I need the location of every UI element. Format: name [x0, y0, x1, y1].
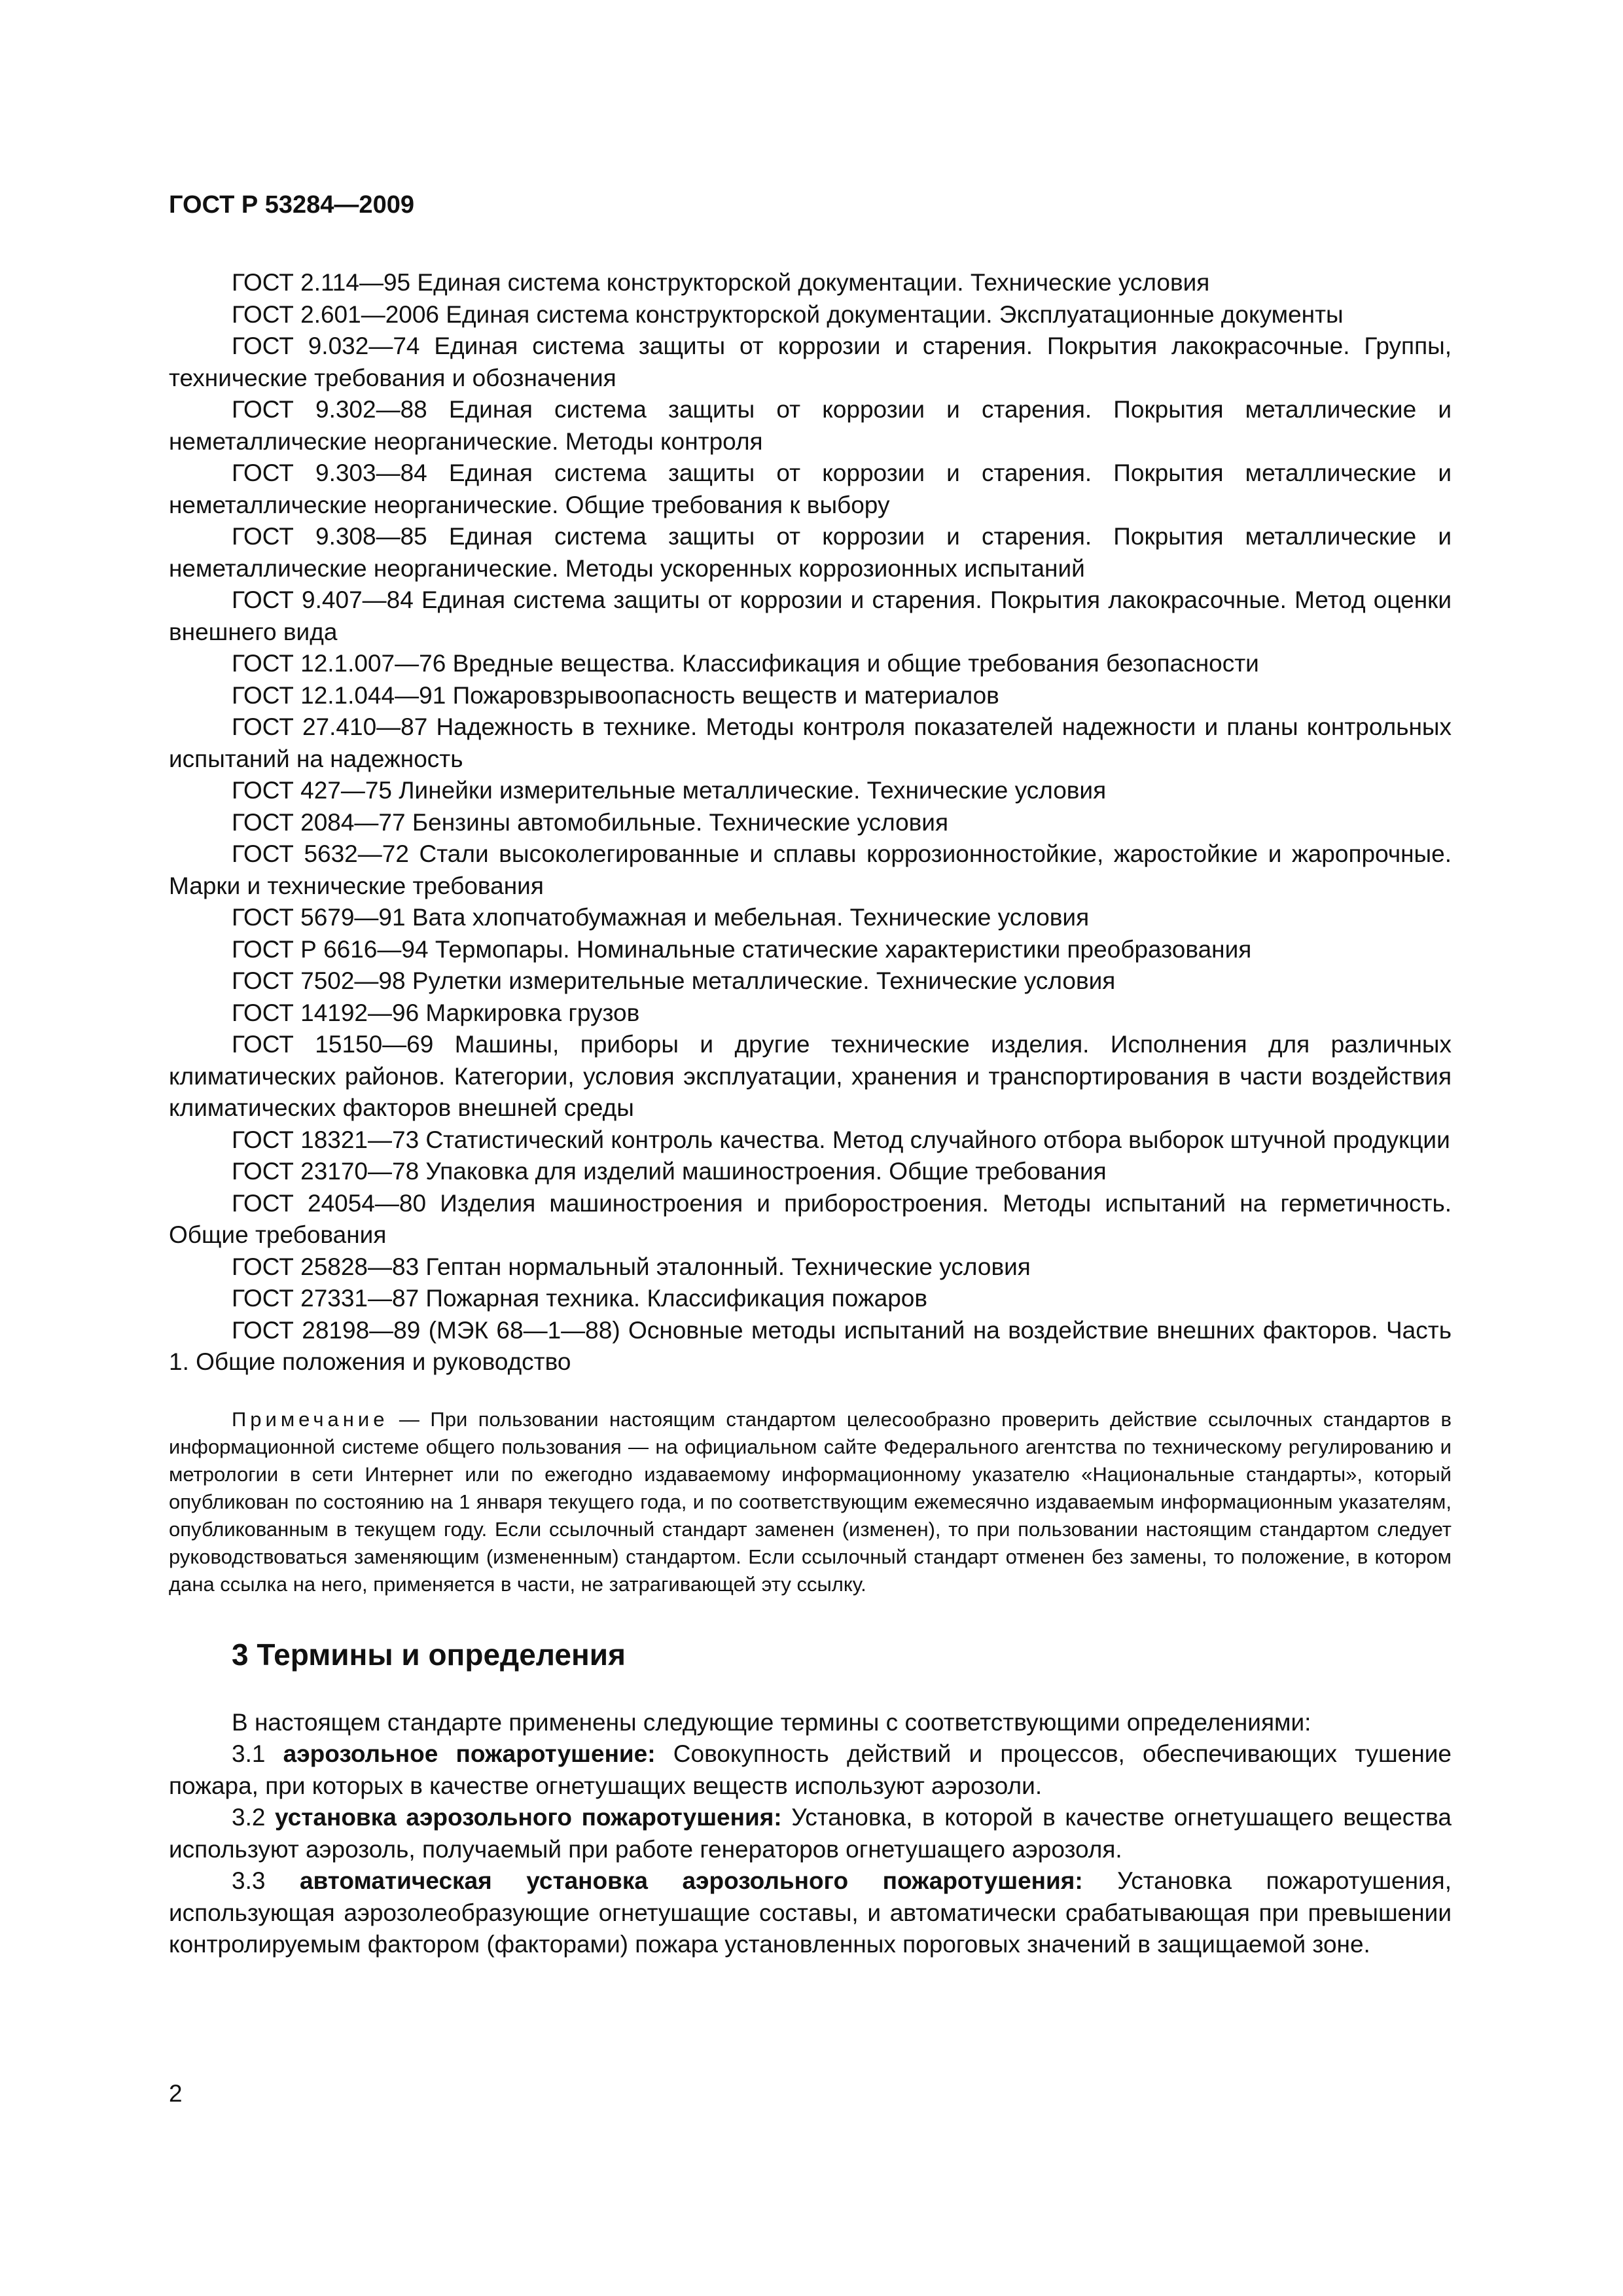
reference-item: ГОСТ 12.1.044—91 Пожаровзрывоопасность веществ и материалов: [232, 681, 999, 709]
document-body: [169, 267, 1452, 1961]
term-definition: [169, 1802, 1452, 1865]
reference-item: ГОСТ 5679—91 Вата хлопчатобумажная и мебельная. Технические условия: [232, 904, 1090, 931]
page-number: 2: [169, 2080, 183, 2107]
note-label: Примечание: [232, 1407, 389, 1431]
reference-item: ГОСТ 27.410—87 Надежность в технике. Методы контроля показателей надежности и планы контрольных испытаний на надежность: [169, 713, 1452, 772]
reference-item: ГОСТ 28198—89 (МЭК 68—1—88) Основные методы испытаний на воздействие внешних факторов. Часть 1. Общие положения и руководство: [169, 1316, 1452, 1375]
section-title: 3 Термины и определения: [232, 1637, 626, 1672]
references-note: [169, 1406, 1452, 1598]
reference-item: ГОСТ 2.601—2006 Единая система конструкторской документации. Эксплуатационные документы: [232, 300, 1344, 328]
reference-item: ГОСТ 25828—83 Гептан нормальный эталонный. Технические условия: [232, 1253, 1031, 1280]
reference-item: ГОСТ 18321—73 Статистический контроль качества. Метод случайного отбора выборок штучной продукции: [232, 1126, 1450, 1153]
reference-item: ГОСТ 23170—78 Упаковка для изделий машиностроения. Общие требования: [232, 1158, 1107, 1185]
reference-item: ГОСТ 7502—98 Рулетки измерительные металлические. Технические условия: [232, 967, 1116, 994]
reference-item: ГОСТ 2.114—95 Единая система конструкторской документации. Технические условия: [232, 269, 1210, 296]
normative-references-list: [169, 267, 1452, 1378]
term-definition: [169, 1738, 1452, 1802]
reference-item: ГОСТ 15150—69 Машины, приборы и другие технические изделия. Исполнения для различных климатических районов. Категории, условия эксплуатации, хранения и транспортирования в части воздействия климатических факторов внешней среды: [169, 1031, 1452, 1121]
reference-item: ГОСТ 14192—96 Маркировка грузов: [232, 999, 640, 1026]
term-definition: [169, 1865, 1452, 1961]
term-name: аэрозольное пожаротушение:: [283, 1740, 656, 1767]
reference-item: ГОСТ 5632—72 Стали высоколегированные и сплавы коррозионностойкие, жаростойкие и жаропрочные. Марки и технические требования: [169, 840, 1452, 899]
term-definition-text: Установка пожаротушения, использующая аэрозолеобразующие огнетушащие составы, и автоматически срабатывающая при превышении контролируемым фактором (факторами) пожара установленных пороговых значений в защищаемой зоне.: [169, 1867, 1452, 1958]
reference-item: ГОСТ 427—75 Линейки измерительные металлические. Технические условия: [232, 777, 1107, 804]
reference-item: ГОСТ 9.308—85 Единая система защиты от коррозии и старения. Покрытия металлические и неметаллические неорганические. Методы ускоренных коррозионных испытаний: [169, 523, 1452, 582]
reference-item: ГОСТ 2084—77 Бензины автомобильные. Технические условия: [232, 808, 949, 836]
reference-item: ГОСТ 24054—80 Изделия машиностроения и приборостроения. Методы испытаний на герметичность. Общие требования: [169, 1189, 1452, 1248]
term-number: 3.2: [232, 1804, 276, 1831]
term-name: автоматическая установка аэрозольного пожаротушения:: [299, 1867, 1083, 1894]
term-number: 3.1: [232, 1740, 283, 1767]
reference-item: ГОСТ 9.032—74 Единая система защиты от коррозии и старения. Покрытия лакокрасочные. Группы, технические требования и обозначения: [169, 332, 1452, 391]
reference-item: ГОСТ 9.302—88 Единая система защиты от коррозии и старения. Покрытия металлические и неметаллические неорганические. Методы контроля: [169, 396, 1452, 455]
section-intro: В настоящем стандарте применены следующие термины с соответствующими определениями:: [232, 1708, 1311, 1736]
term-name: установка аэрозольного пожаротушения:: [275, 1804, 782, 1831]
note-text: — При пользовании настоящим стандартом целесообразно проверить действие ссылочных стандартов в информационной системе общего пользования — на официальном сайте Федерального агентства по техническому регулированию и метрологии в сети Интернет или по ежегодно издаваемому информационному указателю «Национальные стандарты», который опубликован по состоянию на 1 января текущего года, и по соответствующим ежемесячно издаваемым информационным указателям, опубликованным в текущем году. Если ссылочный стандарт заменен (изменен), то при пользовании настоящим стандартом следует руководствоваться заменяющим (измененным) стандартом. Если ссылочный стандарт отменен без замены, то положение, в котором дана ссылка на него, применяется в части, не затрагивающей эту ссылку.: [169, 1407, 1452, 1596]
reference-item: ГОСТ 9.407—84 Единая система защиты от коррозии и старения. Покрытия лакокрасочные. Метод оценки внешнего вида: [169, 586, 1452, 645]
term-definition-text: Совокупность действий и процессов, обеспечивающих тушение пожара, при которых в качестве огнетушащих веществ используют аэрозоли.: [169, 1740, 1452, 1799]
reference-item: ГОСТ 12.1.007—76 Вредные вещества. Классификация и общие требования безопасности: [232, 650, 1259, 677]
term-number: 3.3: [232, 1867, 300, 1894]
term-definition-text: Установка, в которой в качестве огнетушащего вещества используют аэрозоль, получаемый при работе генераторов огнетушащего аэрозоля.: [169, 1804, 1452, 1863]
document-code-header: ГОСТ Р 53284—2009: [169, 191, 414, 219]
reference-item: ГОСТ 9.303—84 Единая система защиты от коррозии и старения. Покрытия металлические и неметаллические неорганические. Общие требования к выбору: [169, 459, 1452, 518]
reference-item: ГОСТ 27331—87 Пожарная техника. Классификация пожаров: [232, 1285, 928, 1312]
reference-item: ГОСТ Р 6616—94 Термопары. Номинальные статические характеристики преобразования: [232, 935, 1252, 963]
